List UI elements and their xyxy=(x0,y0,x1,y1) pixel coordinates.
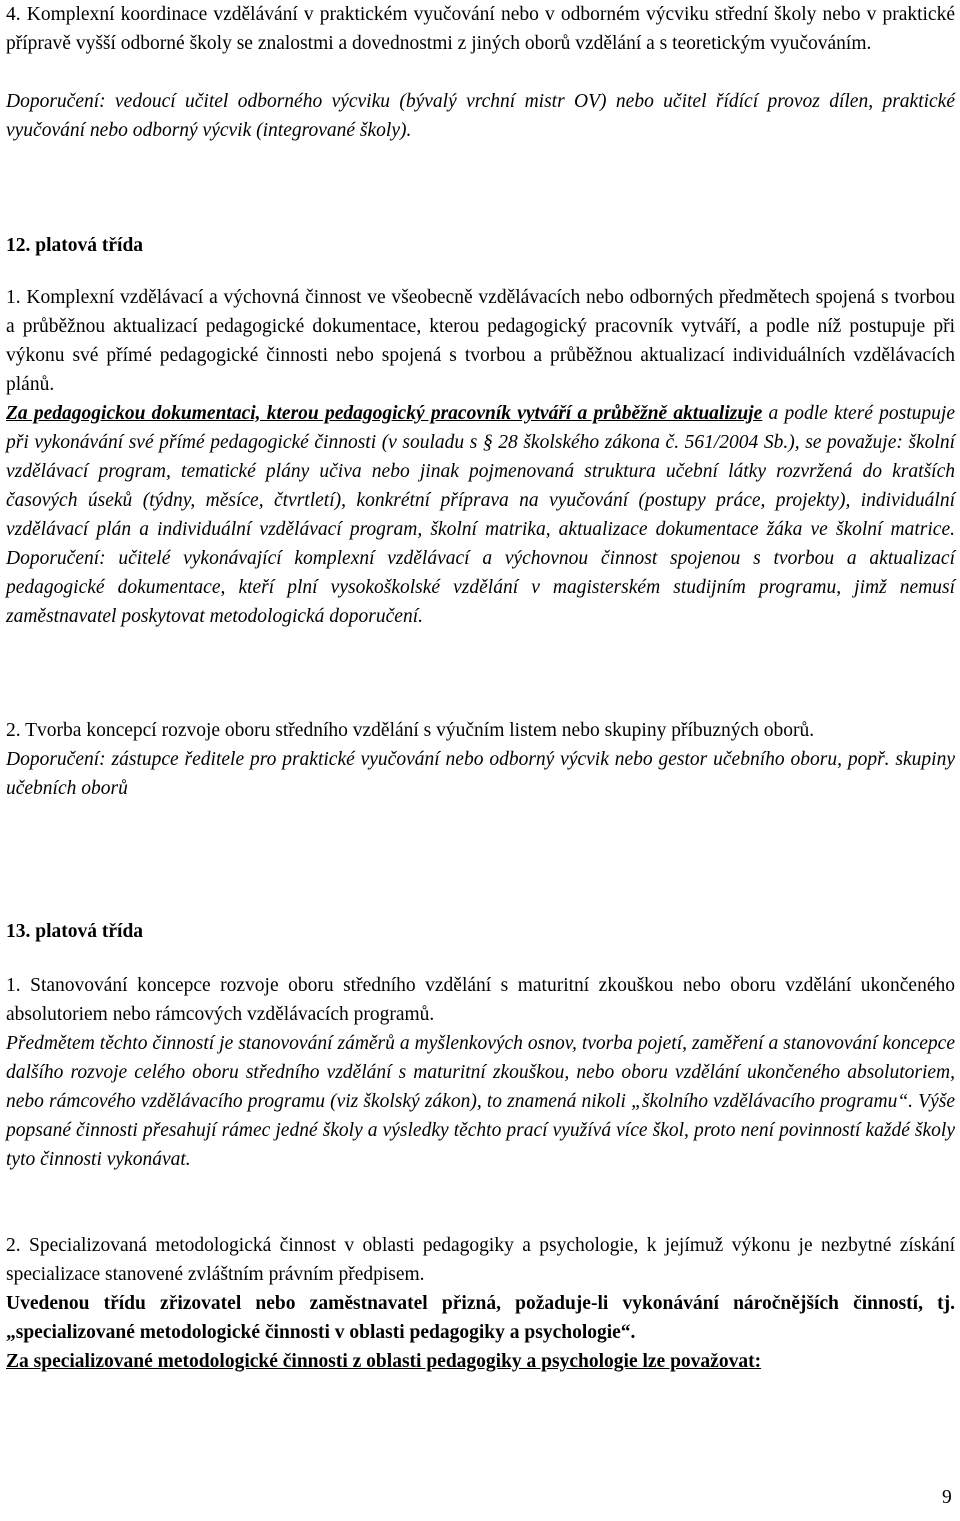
class-12-item-2-text: 2. Tvorba koncepcí rozvoje oboru středního vzdělání s výučním listem nebo skupiny příbuzných oborů. xyxy=(6,720,815,741)
class-12-heading: 12. platová třída xyxy=(6,235,144,256)
class-13-item-2-bold: Uvedenou třídu zřizovatel nebo zaměstnavatel přizná, požaduje-li vykonávání náročnějších činností, tj. „specializované metodologické činnosti v oblasti pedagogiky a psychologie“. xyxy=(6,1293,955,1343)
page-number: 9 xyxy=(942,1487,952,1508)
section-4-recommendation: Doporučení: vedoucí učitel odborného výcviku (bývalý vrchní mistr OV) nebo učitel řídící provoz dílen, praktické vyučování nebo odborný výcvik (integrované školy). xyxy=(6,91,955,141)
section-4-text: 4. Komplexní koordinace vzdělávání v praktickém vyučování nebo v odborném výcviku střední školy nebo v praktické přípravě vyšší odborné školy se znalostmi a dovednostmi z jiných oborů vzdělání a s teoretickým vyučováním. xyxy=(6,4,955,54)
class-13-item-1 xyxy=(6,971,955,1174)
class-12-item-1-text: 1. Komplexní vzdělávací a výchovná činnost ve všeobecně vzdělávacích nebo odborných předmětech spojená s tvorbou a průběžnou aktualizací pedagogické dokumentace, kterou pedagogický pracovník vytváří, a podle níž postupuje při výkonu své přímé pedagogické činnosti nebo spojená s tvorbou a průběžnou aktualizací individuálních vzdělávacích plánů. xyxy=(6,287,955,395)
definition-body: a podle které postupuje při vykonávání své přímé pedagogické činnosti (v souladu s § 28 školského zákona č. 561/2004 Sb.), se považuje: školní vzdělávací program, tematické plány učiva nebo jinak pojmenovaná struktura učební látky rozvržená do kratších časových úseků (týdny, měsíce, čtvrtletí), konkrétní příprava na vyučování (postupy práce, projekty), individuální vzdělávací plán a individuální vzdělávací program, školní matrika, aktualizace dokumentace žáka ve školní matrice. Doporučení: učitelé vykonávající komplexní vzdělávací a výchovnou činnost spojenou s tvorbou a aktualizací pedagogické dokumentace, kteří plní vysokoškolské vzdělání v magisterském studijním programu, jimž nemusí zaměstnavatel poskytovat metodologická doporučení. xyxy=(6,403,955,627)
class-13-item-2-text: 2. Specializovaná metodologická činnost v oblasti pedagogiky a psychologie, k jejímuž výkonu je nezbytné získání specializace stanovené zvláštním právním předpisem. xyxy=(6,1235,955,1285)
class-12-item-1-definition xyxy=(6,399,955,631)
class-13-item-1-text: 1. Stanovování koncepce rozvoje oboru středního vzdělání s maturitní zkouškou nebo oboru vzdělání ukončeného absolutoriem nebo rámcových vzdělávacích programů. xyxy=(6,975,955,1025)
class-13-item-2 xyxy=(6,1231,955,1376)
class-13-item-1-explanation: Předmětem těchto činností je stanovování záměrů a myšlenkových osnov, tvorba pojetí, zaměření a stanovování koncepce dalšího rozvoje celého oboru středního vzdělání s maturitní zkouškou, nebo oboru vzdělání ukončeného absolutoriem, nebo rámcového vzdělávacího programu (viz školský zákon), to znamená nikoli „školního vzdělávacího programu“. Výše popsané činnosti přesahují rámec jedné školy a výsledky těchto prací využívá více škol, proto není povinností každé školy tyto činnosti vykonávat. xyxy=(6,1033,955,1170)
class-12-item-2 xyxy=(6,716,955,803)
class-13-item-2-underlined: Za specializované metodologické činnosti z oblasti pedagogiky a psychologie lze považovat: xyxy=(6,1351,762,1372)
class-12-item-2-recommendation: Doporučení: zástupce ředitele pro praktické vyučování nebo odborný výcvik nebo gestor učebního oboru, popř. skupiny učebních oborů xyxy=(6,749,955,799)
definition-bold-lead: Za pedagogickou dokumentaci, kterou pedagogický pracovník vytváří a průběžně aktualizuje xyxy=(6,403,763,424)
class-12-item-1 xyxy=(6,283,955,631)
class-13-heading: 13. platová třída xyxy=(6,921,144,942)
